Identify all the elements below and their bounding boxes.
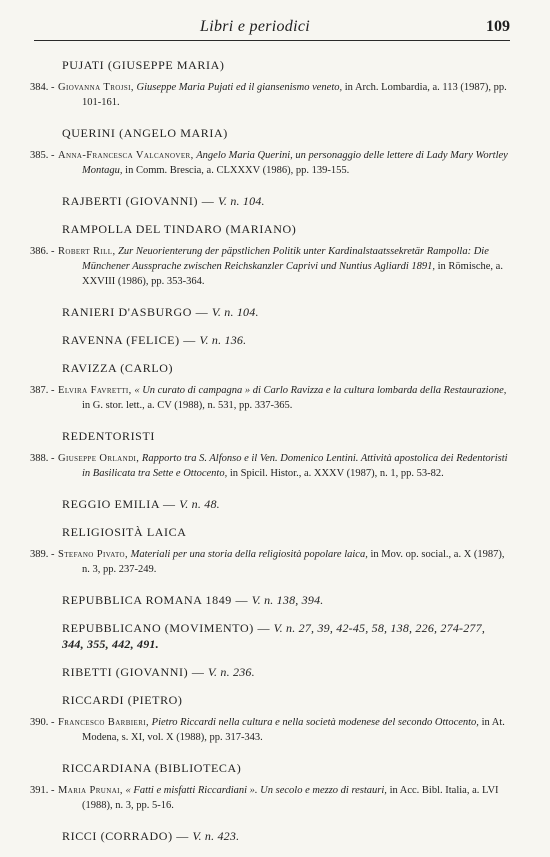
entry-number: 388. - — [30, 453, 55, 464]
heading-text: RAVIZZA (CARLO) — [62, 361, 174, 375]
heading-text: RAJBERTI (GIOVANNI) — — [62, 194, 215, 208]
heading-text: RICCARDIANA (BIBLIOTECA) — [62, 761, 242, 775]
entry-title: Angelo Maria Querini, un personaggio delle lettere di Lady Mary Wortley Montagu, — [82, 150, 508, 176]
heading-text: REPUBBLICA ROMANA 1849 — — [62, 593, 249, 607]
heading-text: REDENTORISTI — [62, 429, 155, 443]
bibliography-entry — [0, 451, 550, 481]
bibliography-entry — [0, 783, 550, 813]
heading-text: REGGIO EMILIA — — [62, 497, 176, 511]
section-heading — [62, 593, 550, 607]
entry-citation — [58, 80, 510, 110]
cross-reference: V. n. 104. — [217, 194, 265, 208]
entry-author: Maria Prunai, — [58, 785, 123, 796]
heading-text: RICCARDI (PIETRO) — [62, 693, 183, 707]
header-rule — [34, 40, 510, 41]
heading-text: RICCI (CORRADO) — — [62, 829, 189, 843]
page-number: 109 — [486, 18, 510, 35]
entry-citation — [58, 148, 510, 178]
entry-publication: in Acc. Bibl. Italia, a. LVI (1988), n. 3, pp. 5-16. — [82, 785, 499, 811]
entry-author: Anna-Francesca Valcanover, — [58, 150, 194, 161]
entry-publication: in Mov. op. social., a. X (1987), n. 3, pp. 237-249. — [82, 549, 505, 575]
entry-number: 389. - — [30, 549, 55, 560]
entry-author: Robert Rill, — [58, 246, 116, 257]
entry-publication: in Römische, a. XXVIII (1986), pp. 353-364. — [82, 261, 503, 287]
entry-publication: in Spicil. Histor., a. XXXV (1987), n. 1, pp. 53-82. — [229, 468, 444, 479]
entry-title: Zur Neuorienterung der päpstlichen Politik unter Kardinalstaatssekretär Rampolla: Die Münchener Aussprache zwischen Reichskanzler Caprivi und Nuntius Agliardi 1891, — [82, 246, 489, 272]
entry-citation — [58, 715, 510, 745]
entry-number: 387. - — [30, 385, 55, 396]
cross-reference: V. n. 27, 39, 42-45, 58, 138, 226, 274-277, — [273, 621, 486, 635]
entry-title: Materiali per una storia della religiosità popolare laica, — [130, 549, 368, 560]
section-heading — [62, 829, 550, 843]
entry-number: 384. - — [30, 82, 55, 93]
section-heading — [62, 429, 550, 443]
entry-title: Rapporto tra S. Alfonso e il Ven. Domenico Lentini. Attività apostolica dei Redentoristi in Basilicata tra Sette e Ottocento, — [82, 453, 508, 479]
entry-author: Giovanna Trojsi, — [58, 82, 134, 93]
section-heading — [62, 621, 550, 635]
entry-number: 385. - — [30, 150, 55, 161]
entry-publication: in Arch. Lombardia, a. 113 (1987), pp. 101-161. — [82, 82, 507, 108]
cross-reference: V. n. 48. — [179, 497, 220, 511]
entry-publication: in G. stor. lett., a. CV (1988), n. 531, pp. 337-365. — [82, 400, 293, 411]
bibliography-entry — [0, 547, 550, 577]
heading-text: RAMPOLLA DEL TINDARO (MARIANO) — [62, 222, 297, 236]
heading-text: QUERINI (ANGELO MARIA) — [62, 126, 228, 140]
section-heading — [62, 665, 550, 679]
section-heading — [62, 361, 550, 375]
entry-number: 391. - — [30, 785, 55, 796]
cross-reference: 344, 355, 442, 491. — [62, 637, 159, 651]
entry-author: Stefano Pivato, — [58, 549, 128, 560]
bibliography-entry — [0, 148, 550, 178]
entry-author: Francesco Barbieri, — [58, 717, 150, 728]
heading-text: RELIGIOSITÀ LAICA — [62, 525, 187, 539]
heading-text: RAVENNA (FELICE) — — [62, 333, 196, 347]
section-heading — [62, 497, 550, 511]
entry-publication: in At. Modena, s. XI, vol. X (1988), pp. 317-343. — [82, 717, 505, 743]
entry-citation — [58, 547, 510, 577]
running-title: Libri e periodici — [200, 18, 310, 35]
cross-reference: V. n. 138, 394. — [251, 593, 324, 607]
section-heading — [62, 58, 550, 72]
entry-citation — [58, 783, 510, 813]
bibliography-list — [0, 58, 550, 857]
cross-reference: V. n. 236. — [208, 665, 255, 679]
section-heading — [62, 333, 550, 347]
entry-title: Pietro Riccardi nella cultura e nella società modenese del secondo Ottocento, — [151, 717, 479, 728]
section-heading — [62, 194, 550, 208]
heading-text: PUJATI (GIUSEPPE MARIA) — [62, 58, 225, 72]
section-heading — [62, 761, 550, 775]
bibliography-entry — [0, 244, 550, 289]
bibliography-entry — [0, 383, 550, 413]
entry-citation — [58, 244, 510, 289]
cross-reference-continued — [62, 637, 550, 651]
bibliography-entry — [0, 715, 550, 745]
page-header — [0, 18, 550, 42]
section-heading — [62, 222, 550, 236]
entry-title: « Fatti e misfatti Riccardiani ». Un secolo e mezzo di restauri, — [125, 785, 387, 796]
entry-title: Giuseppe Maria Pujati ed il giansenismo veneto, — [136, 82, 343, 93]
heading-text: REPUBBLICANO (MOVIMENTO) — — [62, 621, 271, 635]
entry-citation — [58, 383, 510, 413]
cross-reference: V. n. 423. — [192, 829, 240, 843]
section-heading — [62, 693, 550, 707]
entry-citation — [58, 451, 510, 481]
section-heading — [62, 525, 550, 539]
heading-text: RIBETTI (GIOVANNI) — — [62, 665, 205, 679]
entry-number: 386. - — [30, 246, 55, 257]
bibliography-entry — [0, 80, 550, 110]
entry-publication: in Comm. Brescia, a. CLXXXV (1986), pp. 139-155. — [125, 165, 350, 176]
entry-author: Giuseppe Orlandi, — [58, 453, 140, 464]
cross-reference: V. n. 104. — [211, 305, 259, 319]
entry-title: « Un curato di campagna » di Carlo Ravizza e la cultura lombarda della Restaurazione, — [134, 385, 507, 396]
section-heading — [62, 126, 550, 140]
entry-number: 390. - — [30, 717, 55, 728]
heading-text: RANIERI D'ASBURGO — — [62, 305, 209, 319]
section-heading — [62, 305, 550, 319]
cross-reference: V. n. 136. — [199, 333, 247, 347]
entry-author: Elvira Favretti, — [58, 385, 132, 396]
